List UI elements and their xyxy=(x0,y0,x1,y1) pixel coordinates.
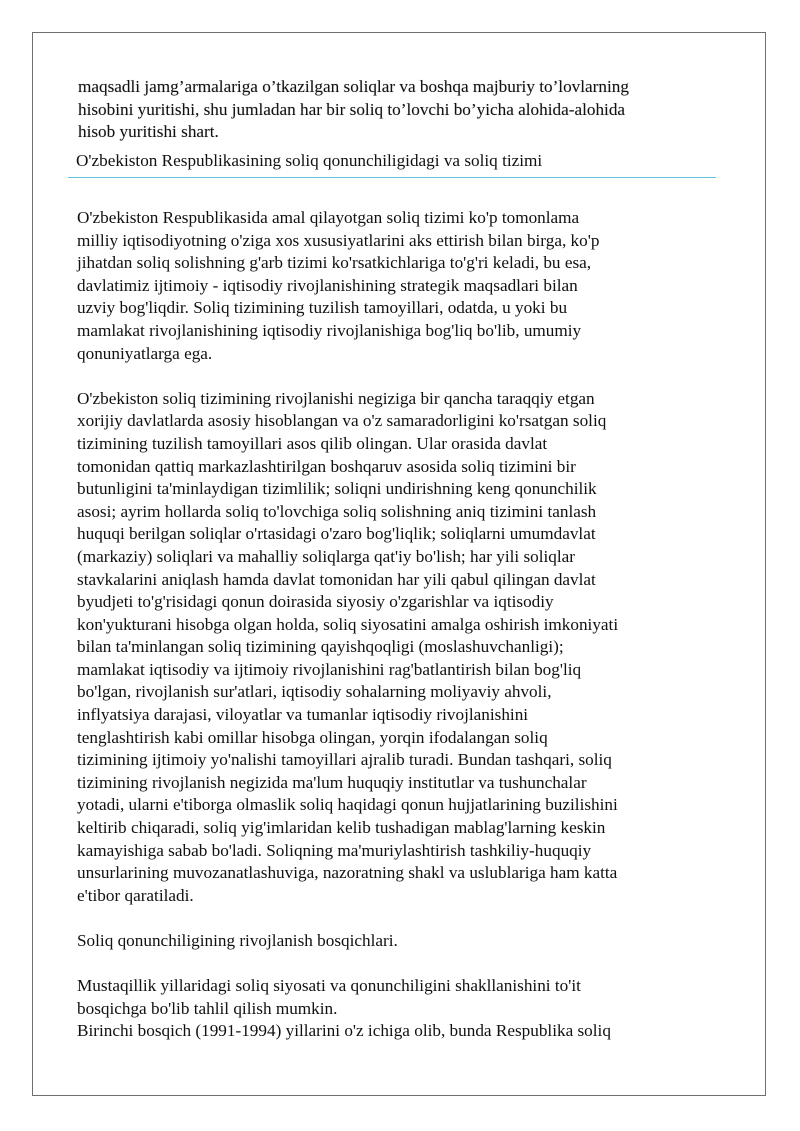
document-body xyxy=(77,207,737,1043)
intro-paragraph xyxy=(78,76,738,144)
text-line: stavkalarini aniqlash hamda davlat tomonidan har yili qabul qilingan davlat xyxy=(77,569,596,589)
text-line: O'zbekiston soliq tizimining rivojlanishi negiziga bir qancha taraqqiy etgan xyxy=(77,388,595,408)
heading-underline xyxy=(68,177,716,178)
text-line: hisob yuritishi shart. xyxy=(78,122,219,142)
text-line: bilan ta'minlangan soliq tizimining qayishqoqligi (moslashuvchanligi); xyxy=(77,637,564,657)
text-line: bo'lgan, rivojlanish sur'atlari, iqtisodiy sohalarning moliyaviy ahvoli, xyxy=(77,682,552,702)
text-line: qonuniyatlarga ega. xyxy=(77,343,213,363)
text-line: jihatdan soliq solishning g'arb tizimi ko'rsatkichlariga to'g'ri keladi, bu esa, xyxy=(77,253,592,273)
text-line: mamlakat rivojlanishining iqtisodiy rivojlanishiga bog'liq bo'lib, umumiy xyxy=(77,320,582,340)
text-line: (markaziy) soliqlari va mahalliy soliqlarga qat'iy bo'lish; har yili soliqlar xyxy=(77,546,575,566)
text-line: butunligini ta'minlaydigan tizimlilik; soliqni undirishning keng qonunchilik xyxy=(77,479,597,499)
text-line: asosi; ayrim hollarda soliq to'lovchiga soliq solishning aniq tizimini tanlash xyxy=(77,501,597,521)
paragraph-1 xyxy=(77,207,737,365)
text-line: maqsadli jamg’armalariga o’tkazilgan soliqlar va boshqa majburiy to’lovlarning xyxy=(78,77,629,96)
text-line: kamayishiga sabab bo'ladi. Soliqning ma'muriylashtirish tashkiliy-huquqiy xyxy=(77,840,592,860)
text-line: tomonidan qattiq markazlashtirilgan boshqaruv asosida soliq tizimini bir xyxy=(77,456,576,476)
text-line: tizimining rivojlanish negizida ma'lum huquqiy institutlar va tushunchalar xyxy=(77,772,587,792)
paragraph-2 xyxy=(77,388,737,908)
text-line: tizimining ijtimoiy yo'nalishi tamoyillari ajralib turadi. Bundan tashqari, soliq xyxy=(77,750,612,770)
text-line: uzviy bog'liqdir. Soliq tizimining tuzilish tamoyillari, odatda, u yoki bu xyxy=(77,298,568,318)
section-heading: O'zbekiston Respublikasining soliq qonunchiligidagi va soliq tizimi xyxy=(76,151,543,170)
text-line: Birinchi bosqich (1991-1994) yillarini o'z ichiga olib, bunda Respublika soliq xyxy=(77,1021,611,1041)
text-line: inflyatsiya darajasi, viloyatlar va tumanlar iqtisodiy rivojlanishini xyxy=(77,705,529,725)
text-line: davlatimiz ijtimoiy - iqtisodiy rivojlanishining strategik maqsadlari bilan xyxy=(77,275,578,295)
text-line: yotadi, ularni e'tiborga olmaslik soliq haqidagi qonun hujjatlarining buzilishini xyxy=(77,795,618,815)
text-line: e'tibor qaratiladi. xyxy=(77,885,194,905)
text-line: hisobini yuritishi, shu jumladan har bir soliq to’lovchi bo’yicha alohida-alohida xyxy=(78,99,626,119)
text-line: xorijiy davlatlarda asosiy hisoblangan va o'z samaradorligini ko'rsatgan soliq xyxy=(77,411,607,431)
text-line: bosqichga bo'lib tahlil qilish mumkin. xyxy=(77,998,338,1018)
text-line: tizimining tuzilish tamoyillari asos qilib olingan. Ular orasida davlat xyxy=(77,433,548,453)
paragraph-spacer xyxy=(77,365,737,388)
paragraph-3 xyxy=(77,930,737,953)
text-line: tenglashtirish kabi omillar hisobga olingan, yorqin ifodalangan soliq xyxy=(77,727,548,747)
text-line: mamlakat iqtisodiy va ijtimoiy rivojlanishini rag'batlantirish bilan bog'liq xyxy=(77,659,582,679)
paragraph-spacer xyxy=(77,907,737,930)
text-line: unsurlarining muvozanatlashuviga, nazoratning shakl va uslublariga ham katta xyxy=(77,863,618,883)
text-line: milliy iqtisodiyotning o'ziga xos xususiyatlarini aks ettirish bilan birga, ko'p xyxy=(77,230,600,250)
text-line: kon'yukturani hisobga olgan holda, soliq siyosatini amalga oshirish imkoniyati xyxy=(77,614,619,634)
text-line: O'zbekiston Respublikasida amal qilayotgan soliq tizimi ko'p tomonlama xyxy=(77,208,580,227)
paragraph-spacer xyxy=(77,953,737,976)
text-line: keltirib chiqaradi, soliq yig'imlaridan kelib tushadigan mablag'larning keskin xyxy=(77,818,606,838)
text-line: byudjeti to'g'risidagi qonun doirasida siyosiy o'zgarishlar va iqtisodiy xyxy=(77,592,554,612)
text-line: huquqi berilgan soliqlar o'rtasidagi o'zaro bog'liqlik; soliqlarni umumdavlat xyxy=(77,524,596,544)
text-line: Soliq qonunchiligining rivojlanish bosqichlari. xyxy=(77,931,398,950)
paragraph-4 xyxy=(77,975,737,1043)
text-line: Mustaqillik yillaridagi soliq siyosati va qonunchiligini shakllanishini to'it xyxy=(77,976,581,996)
